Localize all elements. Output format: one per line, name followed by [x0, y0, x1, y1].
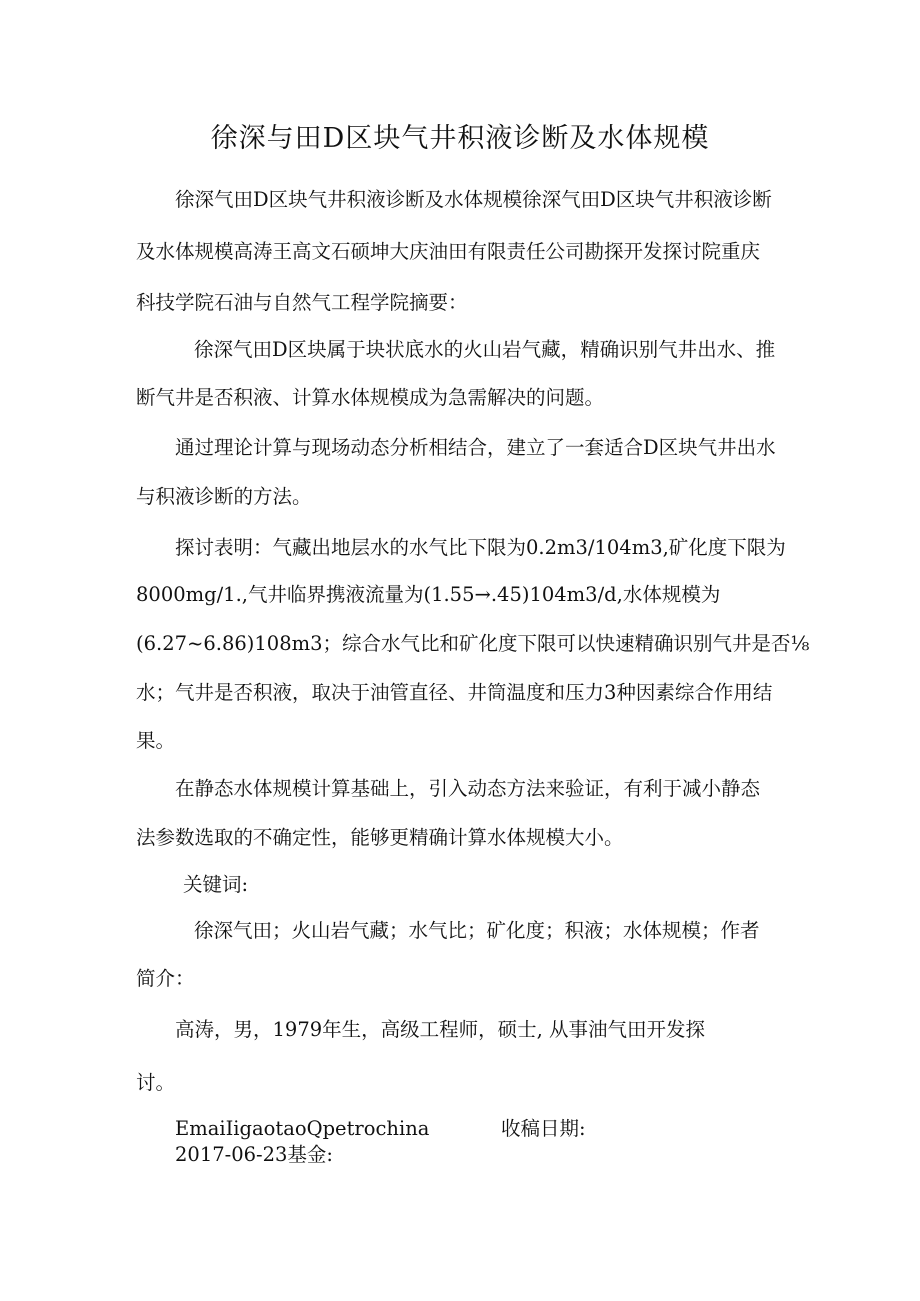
paragraph-line: 及水体规模高涛王高文石硕坤大庆油田有限责任公司勘探开发探讨院重庆 [136, 240, 761, 263]
date-fund-line: 2017-06-23基金: [175, 1143, 333, 1166]
document-title: 徐深与田D区块气井积液诊断及水体规模 [210, 123, 710, 154]
paragraph-line: 8000mg∕1.,气井临界携液流量为(1.55→.45)104m3∕d,水体规模为 [136, 583, 721, 606]
paragraph-line: 果。 [136, 729, 176, 752]
paragraph-line: 通过理论计算与现场动态分析相结合，建立了一套适合D区块气井出水 [175, 436, 776, 459]
paragraph-line: 断气井是否积液、计算水体规模成为急需解决的问题。 [136, 386, 605, 409]
paragraph-line: 徐深气田D区块属于块状底水的火山岩气藏，精确识别气井出水、推 [194, 338, 776, 361]
paragraph-line: 法参数选取的不确定性，能够更精确计算水体规模大小。 [136, 826, 624, 849]
received-date-label: 收稿日期: [501, 1117, 586, 1140]
paragraph-line: (6.27~6.86)108m3；综合水气比和矿化度下限可以快速精确识别气井是否⅛ [136, 632, 810, 655]
paragraph-line: 讨。 [136, 1071, 176, 1094]
email-line: EmaiIigaotaoQpetrochina [175, 1117, 430, 1140]
paragraph-line: 徐深气田D区块气井积液诊断及水体规模徐深气田D区块气井积液诊断 [175, 188, 772, 211]
paragraph-line: 与积液诊断的方法。 [136, 485, 312, 508]
paragraph-line: 徐深气田；火山岩气藏；水气比；矿化度；积液；水体规模；作者 [194, 919, 760, 942]
paragraph-line: 探讨表明：气藏出地层水的水气比下限为0.2m3/104m3,矿化度下限为 [175, 536, 786, 559]
paragraph-line: 水；气井是否积液，取决于油管直径、井筒温度和压力3种因素综合作用结 [136, 681, 773, 704]
paragraph-line: 在静态水体规模计算基础上，引入动态方法来验证，有利于减小静态 [175, 777, 761, 800]
paragraph-line: 高涛，男，1979年生，高级工程师，硕士, 从事油气田开发探 [175, 1018, 706, 1041]
keywords-label: 关键词: [183, 873, 249, 896]
paragraph-line: 简介： [136, 967, 195, 990]
paragraph-line: 科技学院石油与自然气工程学院摘要： [136, 291, 468, 314]
